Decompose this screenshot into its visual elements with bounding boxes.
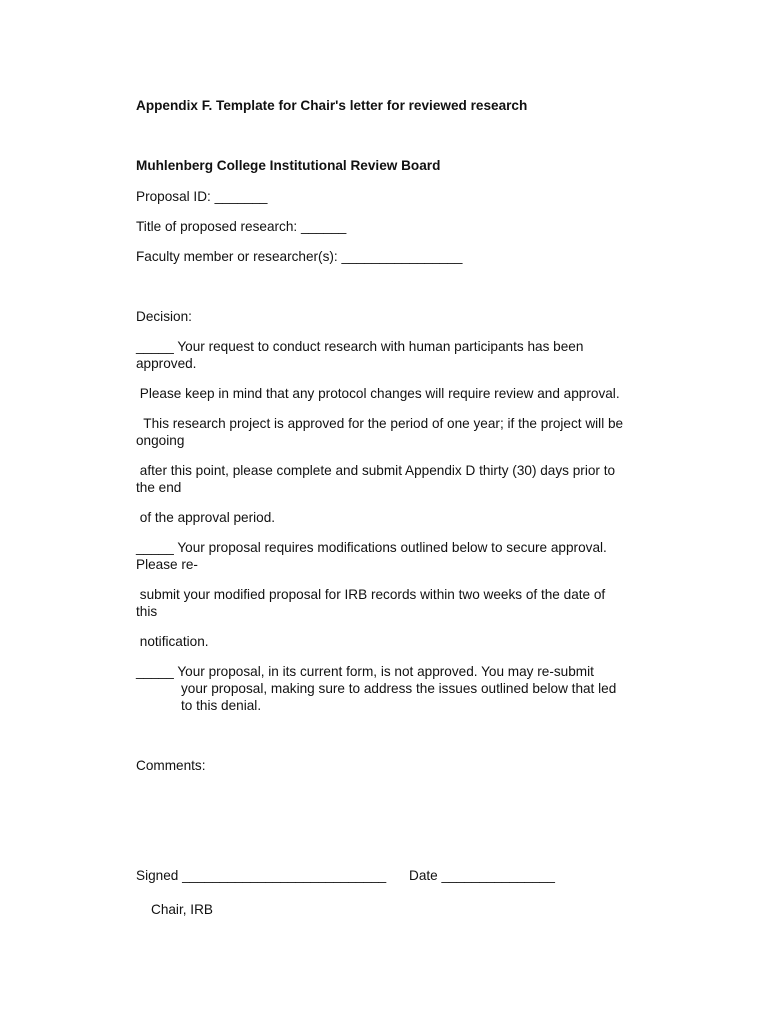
approval-period-end: of the approval period. <box>136 510 276 525</box>
not-approved-option-line2: your proposal, making sure to address the issues outlined below that led <box>181 681 617 696</box>
appendix-d-line2: the end <box>136 480 182 495</box>
approved-option-line2: approved. <box>136 356 197 371</box>
decision-label: Decision: <box>136 309 192 324</box>
proposal-id-field: Proposal ID: _______ <box>136 189 268 204</box>
appendix-d-line1: after this point, please complete and submit Appendix D thirty (30) days prior to <box>136 463 616 478</box>
protocol-changes-note: Please keep in mind that any protocol changes will require review and approval. <box>136 386 620 401</box>
not-approved-option-line3: to this denial. <box>181 698 262 713</box>
appendix-title: Appendix F. Template for Chair's letter for reviewed research <box>136 98 528 113</box>
notification-line: notification. <box>136 634 209 649</box>
approval-period-line1: This research project is approved for the period of one year; if the project will be <box>136 416 624 431</box>
title-field: Title of proposed research: ______ <box>136 219 347 234</box>
approval-period-line2: ongoing <box>136 433 185 448</box>
resubmit-line2: this <box>136 604 158 619</box>
comments-label: Comments: <box>136 758 206 773</box>
not-approved-option-line1: _____ Your proposal, in its current form, is not approved. You may re-submit <box>136 664 594 679</box>
researchers-field: Faculty member or researcher(s): ________________ <box>136 249 463 264</box>
board-name: Muhlenberg College Institutional Review Board <box>136 158 441 173</box>
resubmit-line1: submit your modified proposal for IRB records within two weeks of the date of <box>136 587 606 602</box>
modifications-option-line2: Please re- <box>136 557 198 572</box>
approved-option-line1: _____ Your request to conduct research with human participants has been <box>136 339 584 354</box>
modifications-option-line1: _____ Your proposal requires modifications outlined below to secure approval. <box>136 540 607 555</box>
date-line: Date _______________ <box>409 868 555 883</box>
chair-title: Chair, IRB <box>151 902 213 917</box>
signature-line: Signed ___________________________ <box>136 868 387 883</box>
